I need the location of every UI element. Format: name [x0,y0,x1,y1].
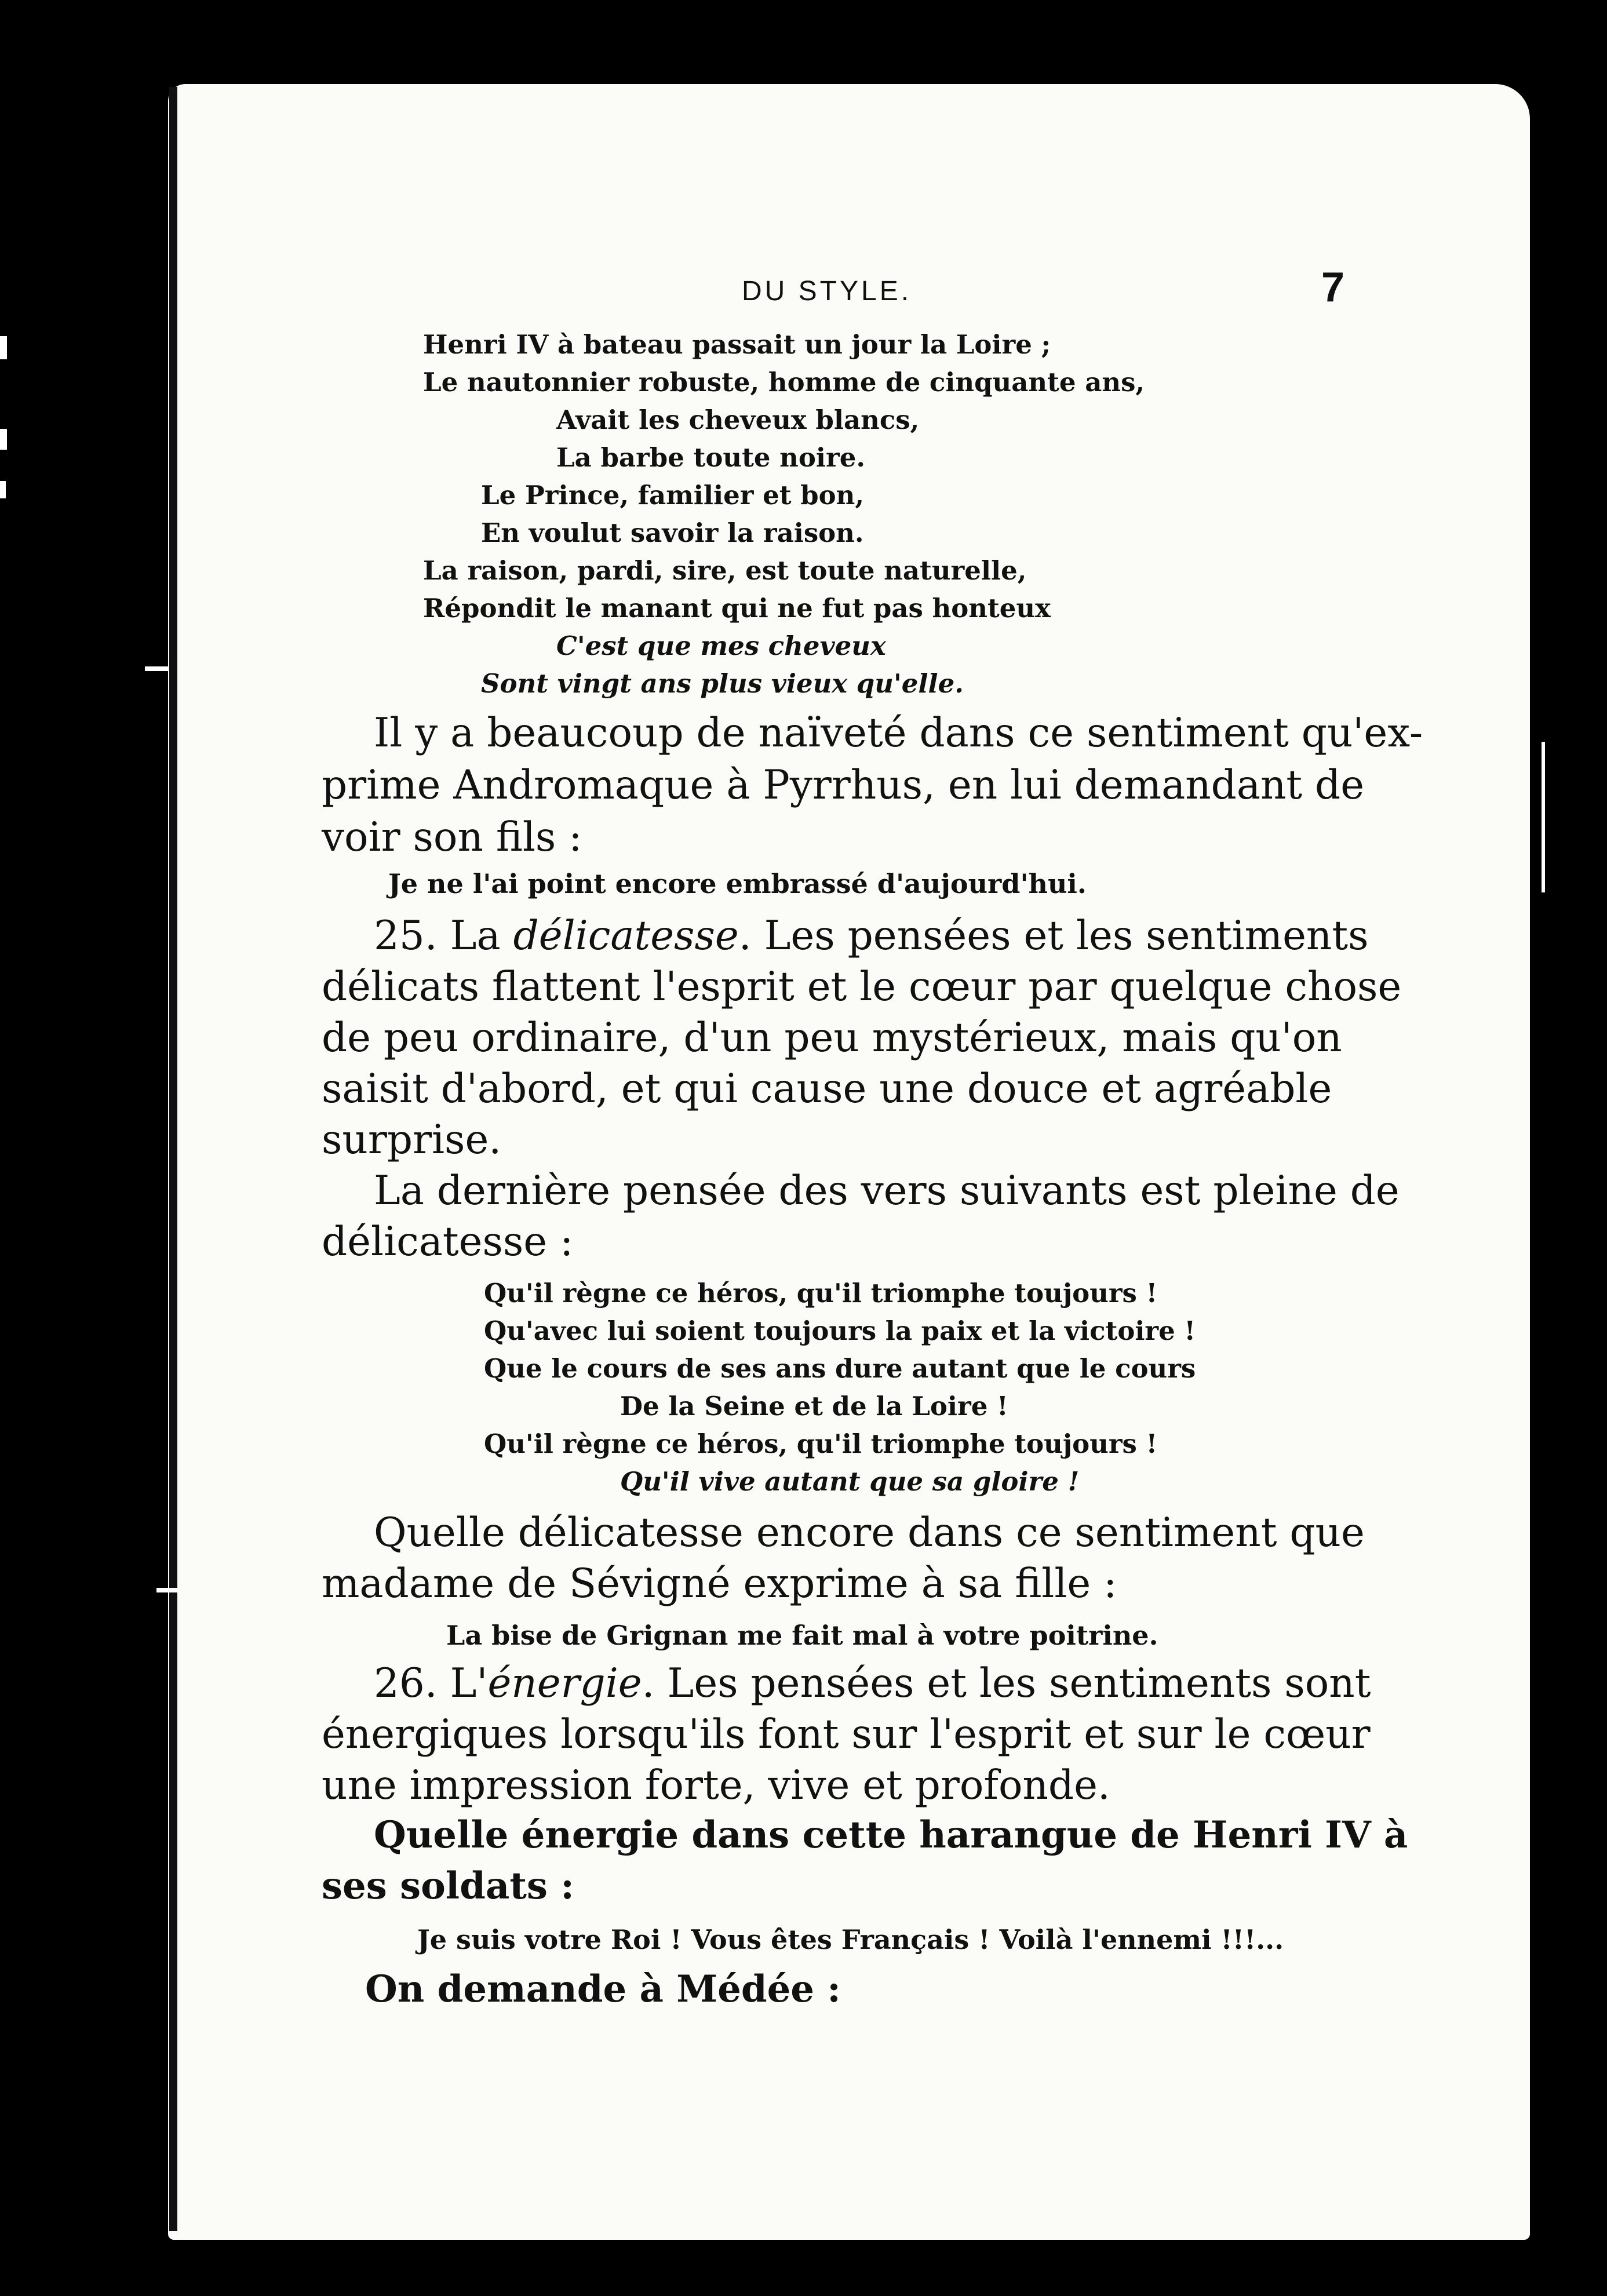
binding-edge [169,87,177,2231]
section-heading-line [374,913,1369,959]
running-head: DU STYLE. [742,276,912,307]
verse-line: Répondit le manant qui ne fut pas honteux [423,593,1051,624]
verse-line: En voulut savoir la raison. [481,517,864,548]
prose-line: délicatesse : [322,1219,574,1265]
prose-line: Il y a beaucoup de naïveté dans ce sentiment qu'ex- [374,710,1423,756]
prose-line: saisit d'abord, et qui cause une douce et agréable [322,1066,1332,1112]
quote-andromaque: Je ne l'ai point encore embrassé d'aujourd'hui. [388,868,1087,899]
prose-line: La dernière pensée des vers suivants est pleine de [374,1168,1400,1214]
verse-line: Qu'il vive autant que sa gloire ! [620,1466,1080,1497]
verse-line: De la Seine et de la Loire ! [620,1391,1008,1422]
prose-line: Quelle énergie dans cette harangue de Henri IV à [374,1813,1408,1857]
section-prefix: L' [450,1660,488,1707]
verse-line: La raison, pardi, sire, est toute naturelle, [423,555,1027,586]
page-number: 7 [1321,264,1345,311]
section-number: 25. [374,913,438,959]
verse-line: Le Prince, familier et bon, [481,480,865,511]
prose-line: voir son fils : [322,814,582,861]
prose-line: Quelle délicatesse encore dans ce sentiment que [374,1510,1365,1556]
verse-line: Que le cours de ses ans dure autant que le cours [484,1353,1196,1384]
verse-line: Le nautonnier robuste, homme de cinquante ans, [423,367,1145,398]
verse-line: Henri IV à bateau passait un jour la Loire ; [423,329,1051,360]
verse-line: La barbe toute noire. [556,442,865,473]
section-number: 26. [374,1660,438,1707]
prose-line: de peu ordinaire, d'un peu mystérieux, mais qu'on [322,1015,1342,1061]
section-lead: La [450,913,501,959]
verse-line: C'est que mes cheveux [556,631,886,661]
verse-line: Qu'avec lui soient toujours la paix et la victoire ! [484,1315,1196,1346]
section-term: délicatesse [513,913,739,959]
section-heading-line [374,1660,1371,1707]
verse-line: Qu'il règne ce héros, qu'il triomphe toujours ! [484,1278,1158,1309]
prose-line: madame de Sévigné exprime à sa fille : [322,1561,1117,1607]
section-term: énergie [487,1660,642,1707]
quote-sevigne: La bise de Grignan me fait mal à votre poitrine. [446,1620,1158,1651]
prose-line: ses soldats : [322,1864,574,1908]
book-page [168,84,1530,2240]
section-text: . Les pensées et les sentiments sont [642,1660,1371,1707]
prose-line: surprise. [322,1117,502,1163]
quote-henri: Je suis votre Roi ! Vous êtes Français ! Voilà l'ennemi !!!... [417,1924,1284,1955]
prose-line: énergiques lorsqu'ils font sur l'esprit et sur le cœur [322,1711,1371,1758]
verse-line: Avait les cheveux blancs, [556,404,920,435]
section-text: . Les pensées et les sentiments [738,913,1369,959]
final-line: On demande à Médée : [365,1967,841,2011]
prose-line: une impression forte, vive et profonde. [322,1762,1110,1809]
prose-line: délicats flattent l'esprit et le cœur par quelque chose [322,964,1402,1010]
verse-line: Qu'il règne ce héros, qu'il triomphe toujours ! [484,1428,1158,1459]
prose-line: prime Andromaque à Pyrrhus, en lui demandant de [322,762,1365,808]
verse-line: Sont vingt ans plus vieux qu'elle. [481,668,964,699]
